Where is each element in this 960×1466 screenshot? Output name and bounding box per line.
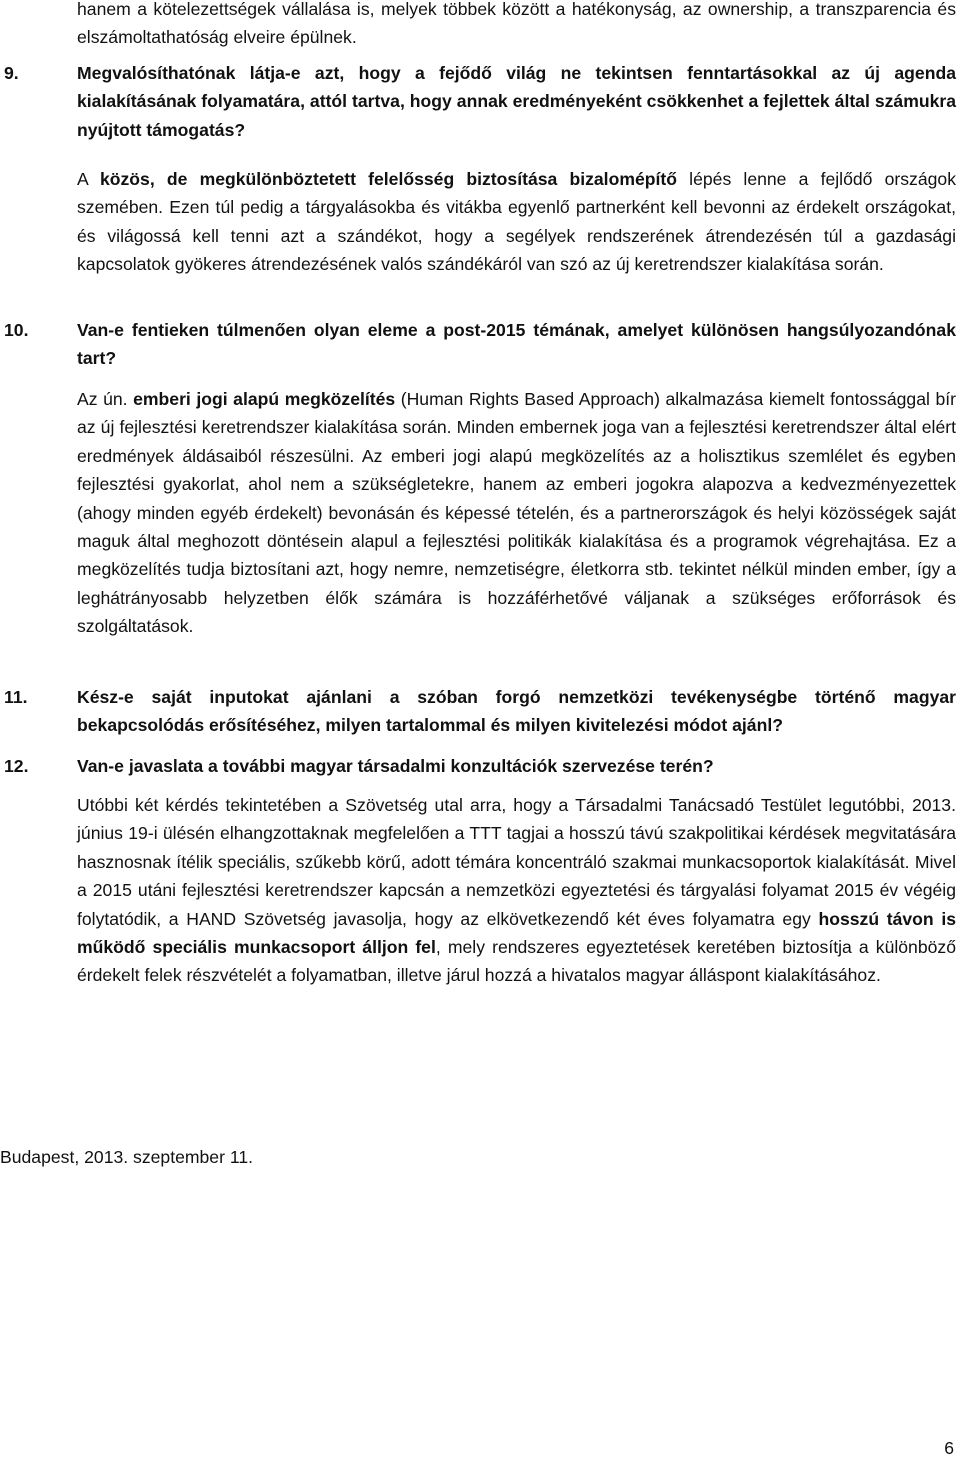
place-date: Budapest, 2013. szeptember 11. — [0, 1147, 253, 1167]
question-10-number: 10. — [4, 320, 29, 340]
answer-10-emphasis: emberi jogi alapú megközelítés — [133, 389, 396, 409]
answer-10-lead: Az ún. — [77, 389, 134, 409]
answer-9-lead: A — [77, 169, 100, 189]
answer-12-emphasis: hosszú távon is működő speciális munkacsoport álljon fel — [77, 908, 957, 958]
question-11-text: Kész-e saját inputokat ajánlani a szóban forgó nemzetközi tevékenységbe történő magyar bekapcsolódás erősítéséhez, milyen tartalommal és milyen kivitelezési módot ajánl? — [77, 687, 956, 736]
answer-10-paragraph — [77, 385, 956, 641]
question-9-number: 9. — [4, 63, 19, 83]
answer-9-emphasis: közös, de megkülönböztetett felelősség biztosítása bizalomépítő — [99, 169, 677, 189]
answer-12-paragraph — [77, 791, 956, 990]
question-12-number: 12. — [4, 756, 29, 776]
answer-10-body: (Human Rights Based Approach) alkalmazása kiemelt fontossággal bír az új fejlesztési keretrendszer kialakítása során. Minden embernek joga van a fejlesztési keretrendszer által elért eredmények áldásaiból részesülni. Az emberi jogi alapú megközelítés az a holisztikus szemlélet és egyben fejlesztési gyakorlat, ahol nem a szükségletekre, hanem az emberi jogokra alapozva a kedvezményezettek (ahogy minden egyéb érdekelt) bevonásán és képessé tételén, és a partnerországok és helyi közösségek saját maguk által meghozott döntésein alapul a fejlesztési politikák kialakítása és a programok végrehajtása. Ez a megközelítés tudja biztosítani azt, hogy nemre, nemzetiségre, életkorra stb. tekintet nélkül minden ember, így a leghátrányosabb helyzetben élők számára is hozzáférhetővé váljanak a szükséges erőforrások és szolgáltatások. — [77, 389, 956, 637]
question-11-number: 11. — [4, 687, 28, 707]
question-12-text: Van-e javaslata a további magyar társadalmi konzultációk szervezése terén? — [77, 756, 714, 776]
question-10-text: Van-e fentieken túlmenően olyan eleme a post-2015 témának, amelyet különösen hangsúlyozandónak tart? — [77, 320, 956, 369]
answer-9-paragraph — [77, 165, 956, 279]
intro-text: hanem a kötelezettségek vállalása is, melyek többek között a hatékonyság, az ownership, a transzparencia és elszámoltathatóság elveire épülnek. — [77, 0, 956, 48]
answer-12-body: , mely rendszeres egyeztetések keretében biztosítja a különböző érdekelt felek részvételét a folyamatban, illetve járul hozzá a hivatalos magyar álláspont kialakításához. — [77, 937, 956, 986]
answer-12-lead: Utóbbi két kérdés tekintetében a Szövetség utal arra, hogy a Társadalmi Tanácsadó Testület legutóbbi, 2013. június 19-i ülésén elhangzottaknak megfelelően a TTT tagjai a hosszú távú szakpolitikai kérdések megvitatására hasznosnak ítélik speciális, szűkebb körű, adott témára koncentráló szakmai munkacsoportok kialakítását. Mivel a 2015 utáni fejlesztési keretrendszer kapcsán a nemzetközi egyeztetési és tárgyalási folyamat 2015 év végéig folytatódik, a HAND Szövetség javasolja, hogy az elkövetkezendő két éves folyamatra egy — [77, 795, 956, 929]
page-number: 6 — [944, 1438, 954, 1458]
answer-9-body: lépés lenne a fejlődő országok szemében. Ezen túl pedig a tárgyalásokba és vitákba egyenlő partnerként kell bevonni az érdekelt országokat, és világossá kell tenni azt a szándékot, hogy a segélyek rendszerének átrendezésén túl a gazdasági kapcsolatok gyökeres átrendezésének valós szándékáról van szó az új keretrendszer kialakítása során. — [77, 169, 957, 275]
intro-paragraph — [77, 0, 956, 52]
question-9-text: Megvalósíthatónak látja-e azt, hogy a fejődő világ ne tekintsen fenntartásokkal az új agenda kialakításának folyamatára, attól tartva, hogy annak eredményeként csökkenhet a fejlettek által számukra nyújtott támogatás? — [77, 63, 956, 140]
